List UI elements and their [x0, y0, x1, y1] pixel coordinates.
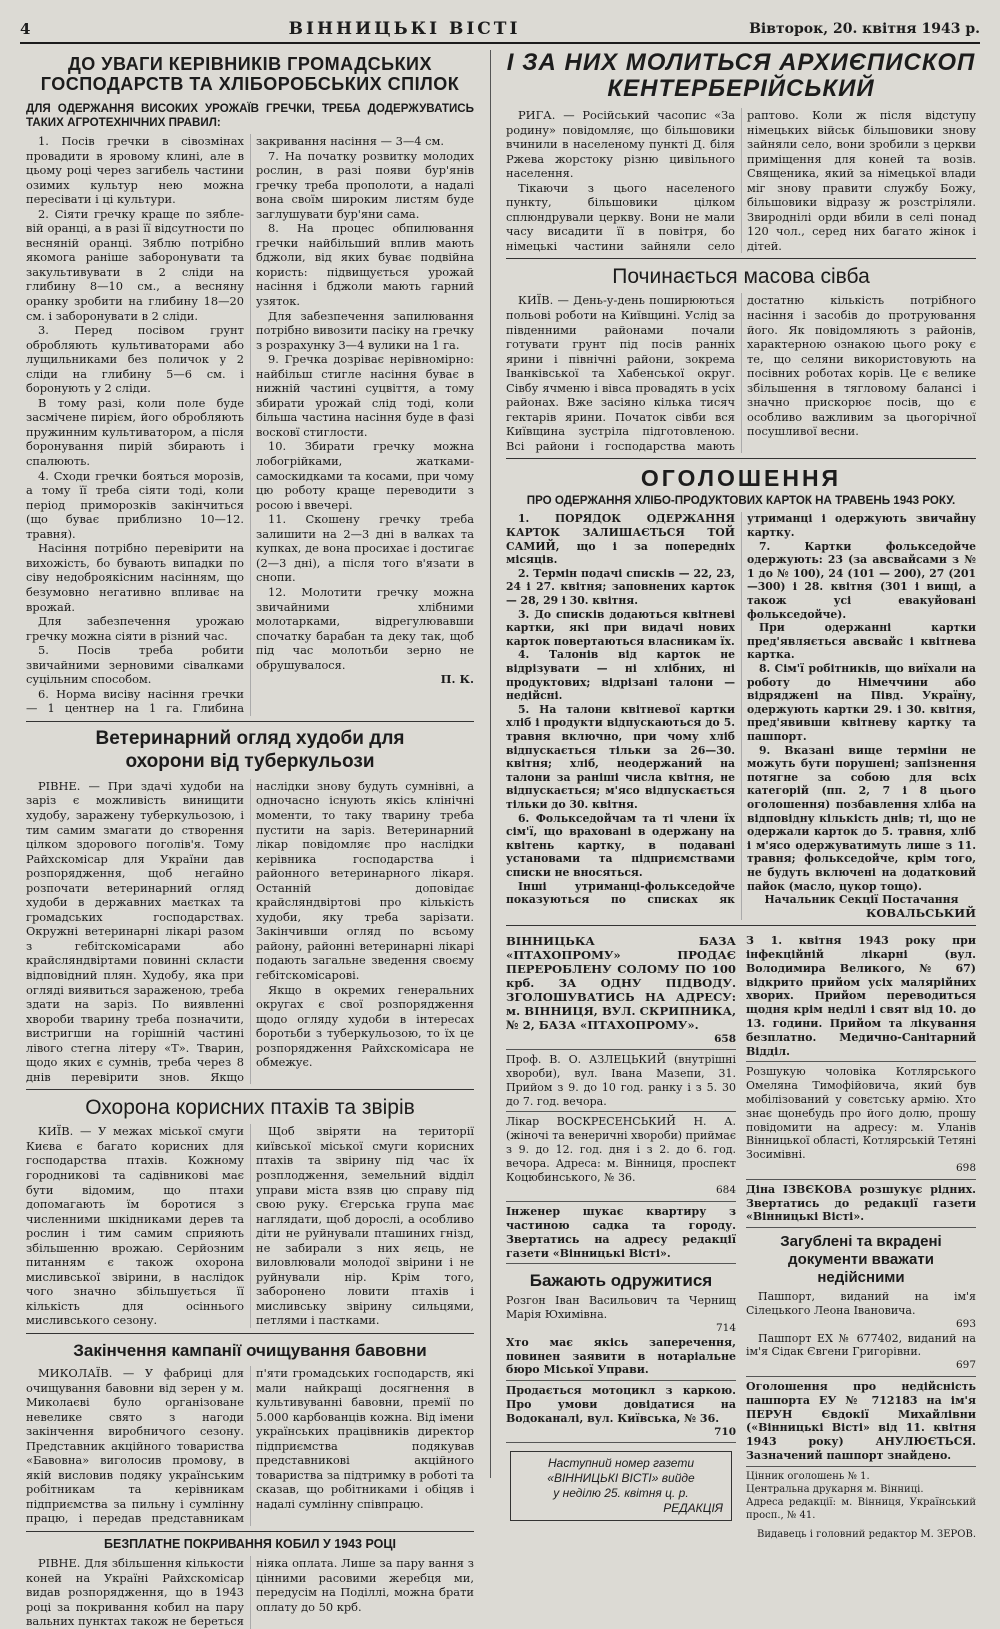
paragraph: 6. Фолькседойчам та ті члени їх сім'ї, що враховані в одержану на квітень картку, в подавані установами та підприємствами списки не вносяться.: [506, 811, 735, 879]
marriage-note: Хто має якісь заперечення, повинен заявити в нотаріальне бюро Міської Управи.: [506, 1335, 736, 1377]
issue-date: Вівторок, 20. квітня 1943 р.: [749, 21, 980, 37]
paragraph: 7. На початку розвитку молодих рослин, в разі появи бур'янів гречку треба прополоти, а надалі вона своїм широким листям буде заглушувати бур'яни сама.: [256, 148, 474, 221]
ad-number: 693: [955, 1317, 976, 1330]
next-issue-line: Наступний номер газети: [548, 1456, 694, 1471]
article-canterbury: [506, 50, 976, 253]
article-mares: [26, 1537, 474, 1629]
colophon-line: Цінник оголошень № 1.: [746, 1470, 870, 1482]
marriage-text: Розгон Іван Васильович та Чернищ Марія Юхимівна.: [506, 1294, 736, 1322]
paragraph: 5. На талони квітневої картки хліб і продукти відпускаються до 5. травня включно, при чому хліб відпускається тільки за 26—30. квітня; хліб, неодержаний на талони за раніші числа квітня, не відпускається; м'ясо відпускається тільки до 30. квітня.: [506, 702, 735, 811]
ad-item: [746, 931, 976, 1062]
paragraph: 3. До списків додаються квітневі картки, які при видачі нових карток повертаються власникам їх.: [506, 607, 735, 648]
paragraph: РІВНЕ. — При здачі худоби на заріз є можливість винищити худобу, заражену туберкульозою, і тим самим змагати до створення цілком здорового поголів'я. Тому Райхскомісар для України дав розпорядження, щоб негайно розпочати ветеринарний огляд худоби в державних маєтках та громадських господарствах. Окружні ветеринарні лікарі разом з гебітскомісарами або крайсляндвіртами повинні скласти відповідний плян. Худобу, яка при огляді виявиться зараженою, треба здати на заріз. По виявленні хвороби тварину треба позначити, вистригши на горішній частині лівого стегна літеру «Т». Тварин, щодо яких є сумнів, треба через 8 днів перевірити знов. Якщо наслідки знову будуть сумнівні, а одночасно існують якісь клінічні моменти, то таку тварину треба пустити на заріз. Ветеринарний лікар повідомляє про наслідки керівника господарства і районного ветеринарного лікаря. Останній доповідає крайсляндвіртові про кількість худоби, яку треба зарізати. Закінчивши огляд по всьому району, районні ветеринарні лікарі подають загальне зведення своєму гебітскомісарові.: [26, 778, 474, 1084]
paragraph: 9. Вказані вище терміни не можуть бути порушені; запізнення потягне за собою для всіх категорій (пп. 2, 7 і 8 цього оголошення) позбавлення хліба на відповідну кількість днів; ті, що не одержали карток до 5. травня, хліб і м'ясо одержуватимуть лише з 11. травня; фолькседойче, крім того, не будуть включені на додатковий пайок (масло, цукор тощо).: [747, 743, 976, 893]
article-title: Охорона корисних птахів та звірів: [85, 1096, 415, 1120]
article-body: [26, 134, 474, 716]
ads-column-right: [746, 931, 976, 1544]
lost-documents-title: Загублені та вкрадені документи вважати недійсними: [780, 1233, 942, 1287]
divider: [506, 925, 976, 926]
ad-item: [746, 1180, 976, 1228]
article-title: Починається масова сівба: [612, 265, 870, 289]
announcement-subhead: ПРО ОДЕРЖАННЯ ХЛІБО-ПРОДУКТОВИХ КАРТОК НА ТРАВЕНЬ 1943 РОКУ.: [526, 494, 956, 508]
ads-column-left: [506, 931, 736, 1544]
article-lead: ДЛЯ ОДЕРЖАННЯ ВИСОКИХ УРОЖАЇВ ГРЕЧКИ, ТРЕБА ДОДЕРЖУВАТИСЬ ТАКИХ АГРОТЕХНІЧНИХ ПРАВИЛ:: [26, 102, 474, 129]
masthead: [20, 16, 980, 44]
article-cotton: [26, 1339, 474, 1526]
divider: [26, 1089, 474, 1090]
article-body: [26, 1366, 474, 1526]
colophon-line: Адреса редакції: м. Вінниця, Український просп., № 41.: [746, 1496, 976, 1521]
newspaper-name: ВІННИЦЬКІ ВІСТІ: [288, 19, 521, 39]
ad-item: [506, 1112, 736, 1202]
paragraph: 2. Сіяти гречку краще по зяблевій оранці, а в разі її відсутности по весняній оранці. Зяблю потрібно якомога раніше заборонувати та закультивувати в 2 сліди на глибину 8—10 см., а весняну оранку зробити на глибину 18—20 см. і заборонувати в 2 сліди.: [26, 206, 244, 323]
marriage-section: [506, 1264, 736, 1381]
ad-item: [506, 1202, 736, 1264]
paragraph: Тікаючи з цього населеного пункту, більшовики цілком сплюндрували церкву. Вони не мали часу висадити її в повітря, бо німецькі частини зайняли село раптово. Коли ж після відступу німецьких військ більшовики знову зайняли село, вони зробили з церкви приміщення для коней та возів. Священика, який за німецької влади міг знову правити службу Божу, більшовики відразу ж розстріляли. Звироднілі орди вбили в селі понад 120 чол., серед них багато жінок і дітей.: [506, 108, 976, 253]
article-veterinary: [26, 727, 474, 1084]
article-body: [506, 293, 976, 453]
column-divider: [490, 50, 491, 1478]
paragraph: Для забезпечення запилювання потрібно вивозити пасіку на гречку з розрахунку 3—4 вулики на 1 га.: [256, 308, 474, 352]
editor-line: Видавець і головний редактор М. ЗЕРОВ.: [757, 1528, 976, 1540]
paragraph: 4. Талонів від карток не відрізувати — ні хлібних, ні продуктових; відрізані талони — недійсні.: [506, 648, 735, 703]
paragraph: Якщо в окремих генеральних округах є свої розпорядження щодо огляду худоби в інтересах боротьби з туберкульозою, то їх це розпорядження Райхскомісара не обмежує.: [256, 982, 474, 1070]
paragraph: КИЇВ. — День-у-день поширюються польові роботи на Київщині. Услід за південними районами почали готувати грунт під посів ранніх ярини і північні райони, зокрема Іванківської та Хабенської округ. Сівбу ячменю і вівса провадять в усіх районах. Вже засіяно кілька тисяч гектарів ярини. Початок сівби вся Київщина зустріла підготовленою. Всі райони і господарства мають достатню кількість потрібного насіння і засобів до протруювання його. Як повідомляють з районів, характерною ознакою цього року є те, що селяни використовують на посівних роботах корів. Це є велике збільшення в тягловому балансі і значно прискорює посів, що є особливо важливим за цьогорічної посушливої весни.: [506, 293, 976, 453]
article-body: [26, 1124, 474, 1328]
announcements: [506, 464, 976, 920]
colophon-line: Центральна друкарня м. Вінниці.: [746, 1483, 924, 1495]
divider: [26, 721, 474, 722]
divider: [26, 1531, 474, 1532]
paragraph: При одержанні картки пред'являється авсвайс і квітнева картка.: [747, 621, 976, 662]
divider: [26, 1333, 474, 1334]
paragraph: Інші утриманці-фолькседойче показуються по списках як утриманці і одержують звичайну картку.: [506, 512, 976, 907]
paragraph: РІВНЕ. Для збільшення кількости коней на Україні Райхскомісар видав розпорядження, що в 1943 році за покривання кобил на пару вальних пунктах також не береться ніяка оплата. Лише за пару вання з цінними расовими жеребця ми, передусім на Поділлі, можна брати оплату до 50 крб.: [26, 1556, 474, 1629]
paragraph: В тому разі, коли поле буде засмічене пирієм, його обробляють пружинним культиватором, а після боронування пирій збирають і спалюють.: [26, 395, 244, 469]
ad-number: 714: [715, 1322, 736, 1335]
colophon: [746, 1467, 976, 1544]
marriage-title: Бажають одружитися: [529, 1271, 713, 1291]
article-buckwheat: [26, 54, 474, 716]
paragraph: МИКОЛАЇВ. — У фабриці для очищування бавовни від зерен у м. Миколаєві було організоване невелике свято з нагоди закінчення виробничого сезону. Представник акційного товариства «Бавовна» виголосив промову, в якій висловив подяку українським робітникам та керівникам підприємства за пильну і сумлінну працю, і передав представникам п'яти громадських господарств, які мали найкращі досягнення в культивуванні бавовни, премії по 5.000 карбованців кожна. Від імени українських працівників директор підприємства подякував представникові акційного товариства за підтримку в роботі та сказав, що робітниками і обіцяв і надалі сумлінну співпрацю.: [26, 1366, 474, 1526]
divider: [506, 258, 976, 259]
announcement-body: [506, 512, 976, 920]
next-issue-line: «ВІННИЦЬКІ ВІСТІ» вийде: [547, 1471, 695, 1486]
ad-item: [506, 1050, 736, 1112]
paragraph: 12. Молотити гречку можна звичайними хлібними молотарками, відрегулювавши спочатку барабан та деку так, щоб під час молотьби зерно не обрушувалося.: [256, 584, 474, 672]
article-body: [506, 108, 976, 253]
paragraph: 10. Збирати гречку можна лобогрійками, жатками-самоскидками та косами, при чому цю роботу краще переводити з росою і ввечері.: [256, 439, 474, 512]
paragraph: 6. Норма висіву насіння гречки — 1 центнер на 1 га. Глибина закривання насіння — 3—4 см.: [26, 134, 444, 716]
ad-number: 710: [714, 1425, 736, 1438]
lost-documents-section: [746, 1228, 976, 1377]
paragraph: 1. ПОРЯДОК ОДЕРЖАННЯ КАРТОК ЗАЛИШАЄТЬСЯ ТОЙ САМИЙ, що і за попередніх місяців.: [506, 512, 735, 567]
article-body: [26, 1556, 474, 1629]
paragraph: Для забезпечення урожаю гречку можна сіяти в різний час.: [26, 614, 244, 643]
ad-item: [746, 1062, 976, 1179]
ad-number: 684: [715, 1184, 736, 1197]
paragraph: 9. Гречка дозріває нерівномірно: найбільш стигле насіння буває в нижній частині суцвіття, а тому збирати урожай слід тоді, коли більша частина насіння буде в фазі восковї стиглости.: [256, 352, 474, 439]
article-title: І ЗА НИХ МОЛИТЬСЯ АРХИЄПИСКОП КЕНТЕРБЕРІЙСЬКИЙ: [506, 49, 976, 102]
paragraph: 1. Посів гречки в сівозмінах провадити в яровому клині, але в цьому році через загибель частини озимих культур нею можна пересівати і ці культури.: [26, 134, 244, 207]
ad-text: Розшукую чоловіка Котлярського Омеляна Тимофійовича, який був мобілізований у совєтську армію. Хто знає щонебудь про його долю, прошу повідомити на адресу: м. Уланів Вінницької області, Котлярській Тетяні Зосимівні.: [746, 1065, 977, 1162]
article-title: БЕЗПЛАТНЕ ПОКРИВАННЯ КОБИЛ У 1943 РОЦІ: [104, 1537, 396, 1552]
page-number: 4: [20, 20, 31, 38]
article-body: [26, 779, 474, 1084]
paragraph: 7. Картки фолькседойче одержують: 23 (за авсвайсами з № 1 до № 100), 24 (101 — 200), 27 (201—300) і 28. квітня (301 і вищі, а також усі евакуйовані фолькседойче).: [747, 539, 976, 621]
lost-document-item: Пашпорт, виданий на ім'я Сілецького Леона Івановича.: [746, 1290, 976, 1318]
ad-text: З 1. квітня 1943 року при інфекційній лікарні (вул. Володимира Великого, № 67) відкрито прийом усіх малярійних хворих. Прийом переводиться щодня крім неділі і свят від 10. до 13. години. Прийом та лікування безплатно. Медично-Санітарний Відділ.: [746, 934, 976, 1058]
paragraph: 4. Сходи гречки бояться морозів, а тому її треба сіяти тоді, коли період приморозків закінчиться (що буває приблизно 10—12. травня).: [26, 468, 244, 541]
section-header: ОГОЛОШЕННЯ: [640, 465, 842, 492]
article-title: Закінчення кампанії очищування бавовни: [73, 1341, 427, 1361]
signature-title: Начальник Секції Постачання: [764, 893, 959, 907]
ad-text: Проф. В. О. АЗЛЕЦЬКИЙ (внутрішні хвороби), вул. Івана Мазепи, 31. Прийом з 9. до 10 год. ранку і з 5. 30 до 7. год. вечора.: [506, 1053, 736, 1108]
paragraph: 3. Перед посівом грунт обробляють культиваторами або лущильниками без поличок у 2 сліди на глибину 5—6 см. і боронують у 2 сліди.: [26, 323, 244, 396]
ad-item: [746, 1377, 976, 1467]
article-signature: П. К.: [440, 672, 474, 687]
ad-item: [506, 1381, 736, 1443]
ad-number: 697: [955, 1359, 976, 1372]
paragraph: Насіння потрібно перевірити на вихожість, бо бувають випадки по сіву недоброякісним насінням, що безумовно негативно впливає на врожай.: [26, 541, 244, 614]
signature-name: КОВАЛЬСЬКИЙ: [865, 905, 976, 920]
paragraph: РИГА. — Російський часопис «За родину» повідомляє, що більшовики вчинили в населеному пункті Д. біля Ржева жорстоку різню цивільного населення.: [506, 108, 735, 181]
paragraph: КИЇВ. — У межах міської смуги Києва є багато корисних для господарства птахів. Кожному городникові та садівникові має бути відомим, що птахи допомагають їм боротися з численними шкідниками дерев та рослин і тим самим сприяють збільшенню врожаю. Серйозним питанням є також охорона мисливської звірини, в наслідок чого значно збільшується її кількість для осіннього мисливського сезону.: [26, 1124, 244, 1328]
ad-text: ВІННИЦЬКА БАЗА «ПТАХОПРОМУ» ПРОДАЄ ПЕРЕРОБЛЕНУ СОЛОМУ ПО 100 крб. ЗА ОДНУ ПІДВОДУ. ЗГОЛОШУВАТИСЬ НА АДРЕСУ: м. ВІННИЦЯ, ВУЛ. СКРИПНИКА, № 2, БАЗА «ПТАХОПРОМУ».: [506, 934, 736, 1033]
right-column: [506, 46, 976, 1544]
next-issue-line: у неділю 25. квітня ц. р.: [553, 1486, 689, 1501]
ad-text: Продається мотоцикл з каркою. Про умови довідатися на Водоканалі, вул. Київська, № 36.: [506, 1384, 736, 1425]
next-issue-signature: РЕДАКЦІЯ: [663, 1501, 723, 1516]
left-column: [26, 46, 474, 1629]
ad-text: Діна ІЗВЄКОВА розшукує рідних. Звертатись до редакції газети «Вінницькі Вісті».: [746, 1182, 976, 1224]
ad-number: 698: [955, 1162, 976, 1175]
divider: [506, 458, 976, 459]
paragraph: 5. Посів треба робити звичайними зерновими сівалками суцільним способом.: [26, 643, 244, 687]
article-title: Ветеринарний огляд худоби для охорони від туберкульози: [95, 727, 405, 772]
paragraph: 8. На процес обпилювання гречки найбільший вплив мають бджоли, від яких буває подвійна користь: підвищується урожай насіння і бджоли мають гарний узяток.: [256, 221, 474, 309]
ad-text: Лікар ВОСКРЕСЕНСЬКИЙ Н. А. (жіночі та венеричні хвороби) приймає з 9. до 12. год. дня і з 2. до 6. год. вечора. Адреса: м. Вінниця, проспект Коцюбинського, № 36.: [506, 1115, 736, 1184]
article-title: ДО УВАГИ КЕРІВНИКІВ ГРОМАДСЬКИХ ГОСПОДАРСТВ ТА ХЛІБОРОБСЬКИХ СПІЛОК: [40, 54, 460, 94]
paragraph: Щоб звіряти на території київської міської смуги корисних птахів та звірину під час їх розплодження, земельний відділ управи міста взяв цю справу під свою руку. Єгерська група має наглядати, щоб дорослі, а особливо діти не руйнували пташиних гнізд, не забирали з них яєць, не виловлювали молодої звірини і не руйнували нір. Крім того, заборонено ловити птахів і мисливську звірину сильцями, петлями і пастками.: [256, 1124, 474, 1328]
article-sowing: [506, 264, 976, 453]
classified-ads: [506, 931, 976, 1544]
next-issue-box: [510, 1451, 732, 1521]
paragraph: 11. Скошену гречку треба залишити на 2—3 дні в валках та купках, де вона просихає і достигає (2—3 дні), а після того в'язати в снопи.: [256, 512, 474, 585]
article-birds: [26, 1095, 474, 1328]
paragraph: 8. Сім'ї робітників, що виїхали на роботу до Німеччини або відряджені на Півд. Україну, одержують картки 29. і 30. квітня, пред'явивши квітневу картку та пашпорт.: [747, 662, 976, 743]
lost-document-item: Пашпорт ЕХ № 677402, виданий на ім'я Сідак Євгени Григорівни.: [746, 1331, 976, 1359]
ad-item: [506, 931, 736, 1050]
ad-text: Інженер шукає квартиру з частиною садка та городу. Звертатись на адресу редакції газети «Вінницькі Вісті».: [506, 1205, 736, 1260]
ad-text: Оголошення про недійсність пашпорта ЕУ № 712183 на ім'я ПЕРУН Євдокії Михайлівни («Вінницькі Вісті» від 11. квітня 1943 року) АНУЛЮЄТЬСЯ. Зазначений пашпорт знайдено.: [746, 1380, 976, 1462]
paragraph: 2. Термін подачі списків — 22, 23, 24 і 27. квітня; заповнених карток — 28, 29 і 30. квітня.: [506, 566, 735, 608]
ad-number: 658: [714, 1033, 736, 1046]
